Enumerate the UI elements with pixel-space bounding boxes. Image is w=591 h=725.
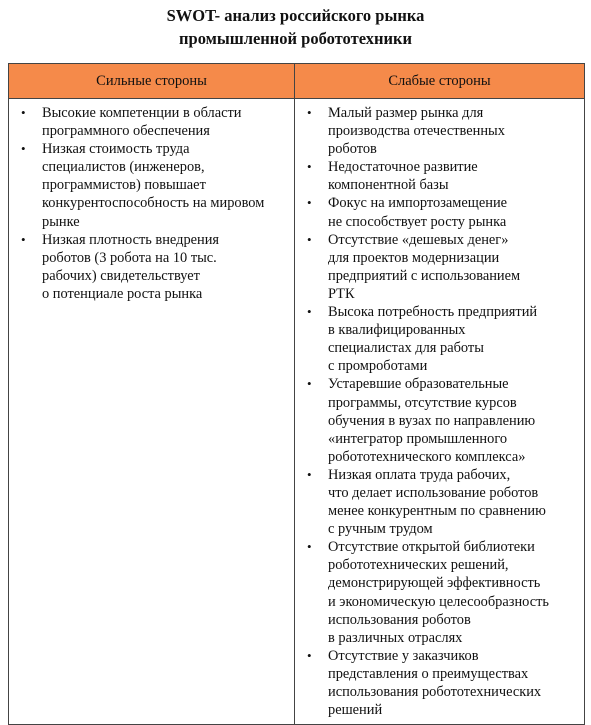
weaknesses-list [295,99,584,719]
weakness-item-text: что делает использование роботов [328,484,539,501]
weakness-item [295,375,580,465]
weakness-item-text: роботов [328,141,377,158]
weakness-item-text: и экономическую целесообразность [328,593,549,610]
strengths-list [9,99,294,303]
weakness-item-text: в квалифицированных [328,322,466,339]
bullet-icon: • [21,105,26,120]
weakness-item-text: использования роботов [328,611,471,628]
strength-item-text: конкурентоспособность на мировом [42,195,265,212]
weakness-item-text: демонстрирующей эффективность [328,575,541,592]
weakness-item-text: для проектов модернизации [328,249,500,266]
strengths-header: Сильные стороны [9,64,295,99]
bullet-icon: • [21,141,26,157]
weakness-item-text: менее конкурентным по сравнению [328,503,546,520]
weakness-item-text: Недостаточное развитие [328,159,478,176]
strength-item-text: о потенциале роста рынка [42,285,203,302]
weakness-item-text: Устаревшие образовательные [328,376,509,393]
bullet-icon: • [307,159,312,175]
weakness-item-text: «интегратор промышленного [328,430,508,447]
weakness-item [295,303,580,375]
weakness-item-text: Отсутствие «дешевых денег» [328,231,509,248]
strength-item-text: Высокие компетенции в области [42,105,242,121]
strength-item-text: программного обеспечения [42,123,210,140]
weakness-item [295,231,580,303]
weakness-item-text: Фокус на импортозамещение [328,195,508,212]
strength-item-text: программистов) повышает [42,177,206,194]
swot-table [8,63,585,725]
weakness-item-text: Отсутствие открытой библиотеки [328,539,535,556]
bullet-icon: • [21,231,26,247]
strength-item [9,231,290,303]
weakness-item-text: решений [328,702,383,719]
table-row [9,99,585,725]
weakness-item [295,194,580,230]
strength-item [9,140,290,230]
weakness-item-text: робототехнических решений, [328,557,509,574]
strength-item [9,104,290,140]
weakness-item-text: специалистах для работы [328,340,484,357]
weakness-item-text: компонентной базы [328,177,449,194]
weakness-item-text: робототехнического комплекса» [328,448,526,465]
weakness-item [295,104,580,158]
weakness-item [295,647,580,719]
strength-item-text: рабочих) свидетельствует [42,267,200,284]
weakness-item-text: РТК [328,285,355,302]
bullet-icon: • [307,105,312,120]
weakness-item-text: производства отечественных [328,123,505,140]
weakness-item-text: в различных отраслях [328,629,463,646]
bullet-icon: • [307,376,312,392]
weakness-item [295,538,580,647]
bullet-icon: • [307,231,312,247]
bullet-icon: • [307,195,312,211]
weakness-item-text: представления о преимуществах [328,665,529,682]
bullet-icon: • [307,647,312,663]
bullet-icon: • [307,539,312,555]
weakness-item-text: предприятий с использованием [328,267,521,284]
bullet-icon: • [307,304,312,320]
strength-item-text: специалистов (инженеров, [42,159,205,176]
page-title [0,4,591,50]
weakness-item-text: использования робототехнических [328,684,542,700]
weaknesses-header: Слабые стороны [295,64,585,99]
weakness-item-text: с ручным трудом [328,521,433,538]
weakness-item-text: Низкая оплата труда рабочих, [328,466,511,483]
strength-item-text: Низкая плотность внедрения [42,231,220,248]
weakness-item-text: не способствует росту рынка [328,213,507,230]
weaknesses-cell [295,99,585,725]
table-header-row [9,64,585,99]
title-line-2: промышленной робототехники [179,29,412,48]
weakness-item-text: Малый размер рынка для [328,105,484,121]
title-line-1: SWOT- анализ российского рынка [166,6,425,25]
strengths-cell [9,99,295,725]
weakness-item-text: с промроботами [328,358,428,375]
weakness-item [295,466,580,538]
strength-item-text: Низкая стоимость труда [42,141,190,158]
weakness-item-text: Отсутствие у заказчиков [328,647,479,664]
weakness-item-text: программы, отсутствие курсов [328,394,517,411]
strength-item-text: роботов (3 робота на 10 тыс. [42,249,217,266]
weakness-item [295,158,580,194]
strength-item-text: рынке [42,213,80,230]
weakness-item-text: обучения в вузах по направлению [328,412,536,429]
bullet-icon: • [307,466,312,482]
weakness-item-text: Высока потребность предприятий [328,304,538,321]
